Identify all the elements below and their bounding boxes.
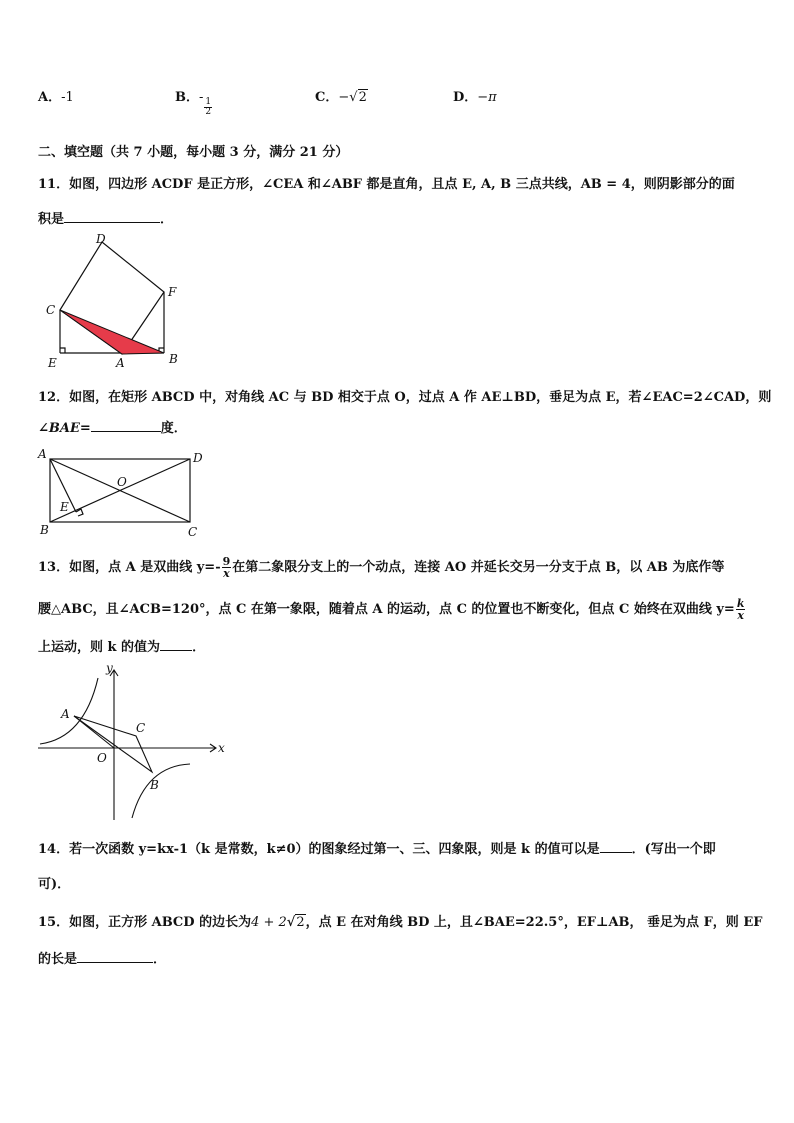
q11-line1: 11．如图，四边形 ACDF 是正方形，∠CEA 和∠ABF 都是直角，且点 E, A, B 三点共线，AB = 4，则阴影部分的面 [38, 177, 735, 192]
label-o: O [97, 751, 107, 765]
right-angle-e-icon [60, 348, 65, 353]
option-a-label: A． [38, 90, 62, 105]
q11-answer-blank[interactable] [64, 210, 160, 223]
q15-expr: 4 + 2 [251, 915, 287, 930]
option-c-sign: − [338, 90, 350, 105]
q13-den-2: x [737, 609, 744, 622]
option-b-sign: - [199, 90, 204, 105]
q11-line2 [38, 208, 173, 227]
q12-prefix: ∠BAE= [38, 421, 91, 436]
section-title: 二、填空题（共 7 小题，每小题 3 分，满分 21 分） [38, 145, 349, 160]
label-a: A [116, 356, 125, 370]
q13-fraction-1 [222, 556, 232, 579]
q15-line2 [38, 948, 166, 967]
label-d: D [96, 232, 106, 246]
q13-suffix: ． [192, 640, 206, 655]
q15-text-a: 15．如图，正方形 ABCD 的边长为 [38, 915, 252, 930]
label-o: O [117, 475, 127, 489]
q15-line1 [38, 911, 762, 930]
label-b: B [169, 352, 178, 366]
q13-num-2: k [736, 597, 745, 610]
q15-answer-blank[interactable] [77, 950, 153, 963]
q12-line1: 12．如图，在矩形 ABCD 中，对角线 AC 与 BD 相交于点 O，过点 A 作 AE⊥BD，垂足为点 E，若∠EAC=2∠CAD，则 [38, 390, 772, 405]
q11-figure [38, 232, 188, 372]
q12-figure [36, 446, 208, 542]
q13-prefix: 上运动，则 k 的值为 [38, 640, 161, 655]
option-a-value: -1 [61, 90, 74, 105]
label-a: A [61, 707, 70, 721]
q13-answer-blank[interactable] [160, 638, 192, 651]
q15-prefix: 的长是 [38, 952, 78, 967]
option-b-label: B． [175, 90, 199, 105]
label-b: B [150, 778, 159, 792]
q14-prefix: 14．若一次函数 y=kx-1（k 是常数，k≠0）的图象经过第一、三、四象限，则是 k 的值可以是 [38, 842, 600, 857]
q12-answer-blank[interactable] [91, 419, 161, 432]
q12-suffix: 度． [160, 421, 187, 436]
q14-line2: 可)． [38, 877, 71, 892]
q13-num-1: 9 [222, 555, 231, 568]
q14-line1 [38, 838, 716, 857]
label-a: A [38, 447, 47, 461]
q12-line2 [38, 417, 187, 436]
label-c: C [136, 721, 146, 735]
segment-ao [74, 716, 114, 748]
label-e: E [48, 356, 57, 370]
q15-suffix: ． [153, 952, 167, 967]
label-c: C [188, 525, 198, 539]
option-b-fraction [204, 98, 212, 117]
q13-den-1: x [223, 567, 230, 580]
q13-text-c: 腰△ABC，且∠ACB=120°，点 C 在第一象限，随着点 A 的运动，点 C 的位置也不断变化，但点 C 始终在双曲线 y= [38, 602, 735, 617]
label-e: E [60, 500, 69, 514]
option-b-den: 2 [205, 107, 212, 117]
q13-line2 [38, 598, 746, 621]
option-d-label: D． [453, 90, 478, 105]
sqrt-icon: √ [286, 915, 296, 930]
option-b-num: 1 [205, 97, 212, 107]
q13-figure [36, 660, 226, 822]
option-c [315, 86, 368, 105]
label-y: y [106, 661, 113, 675]
option-a [38, 86, 74, 105]
q11-prefix: 积是 [38, 212, 65, 227]
option-d-value: −π [477, 90, 497, 105]
option-b [175, 86, 213, 117]
q13-text-b: 在第二象限分支上的一个动点，连接 AO 并延长交另一分支于点 B，以 AB 为底作等 [232, 560, 725, 575]
q13-text-a: 13．如图，点 A 是双曲线 y=- [38, 560, 221, 575]
label-d: D [193, 451, 203, 465]
label-x: x [218, 741, 225, 755]
label-f: F [168, 285, 177, 299]
q15-rad: 2 [296, 915, 305, 930]
hyperbola-branch-right [132, 764, 190, 818]
sqrt-icon: √ [349, 90, 358, 105]
q13-line3 [38, 636, 205, 655]
q13-line1 [38, 556, 724, 579]
q11-suffix: ． [160, 212, 174, 227]
label-b: B [40, 523, 49, 537]
q13-fraction-2 [736, 598, 746, 621]
label-c: C [46, 303, 56, 317]
q14-answer-blank[interactable] [600, 840, 632, 853]
option-d [453, 86, 497, 105]
option-c-rad: 2 [358, 90, 367, 105]
q14-suffix: ．(写出一个即 [631, 842, 716, 857]
shaded-region [60, 310, 164, 354]
q15-text-b: ，点 E 在对角线 BD 上，且∠BAE=22.5°，EF⊥AB， 垂足为点 F，则 EF [305, 915, 763, 930]
option-c-label: C． [315, 90, 339, 105]
